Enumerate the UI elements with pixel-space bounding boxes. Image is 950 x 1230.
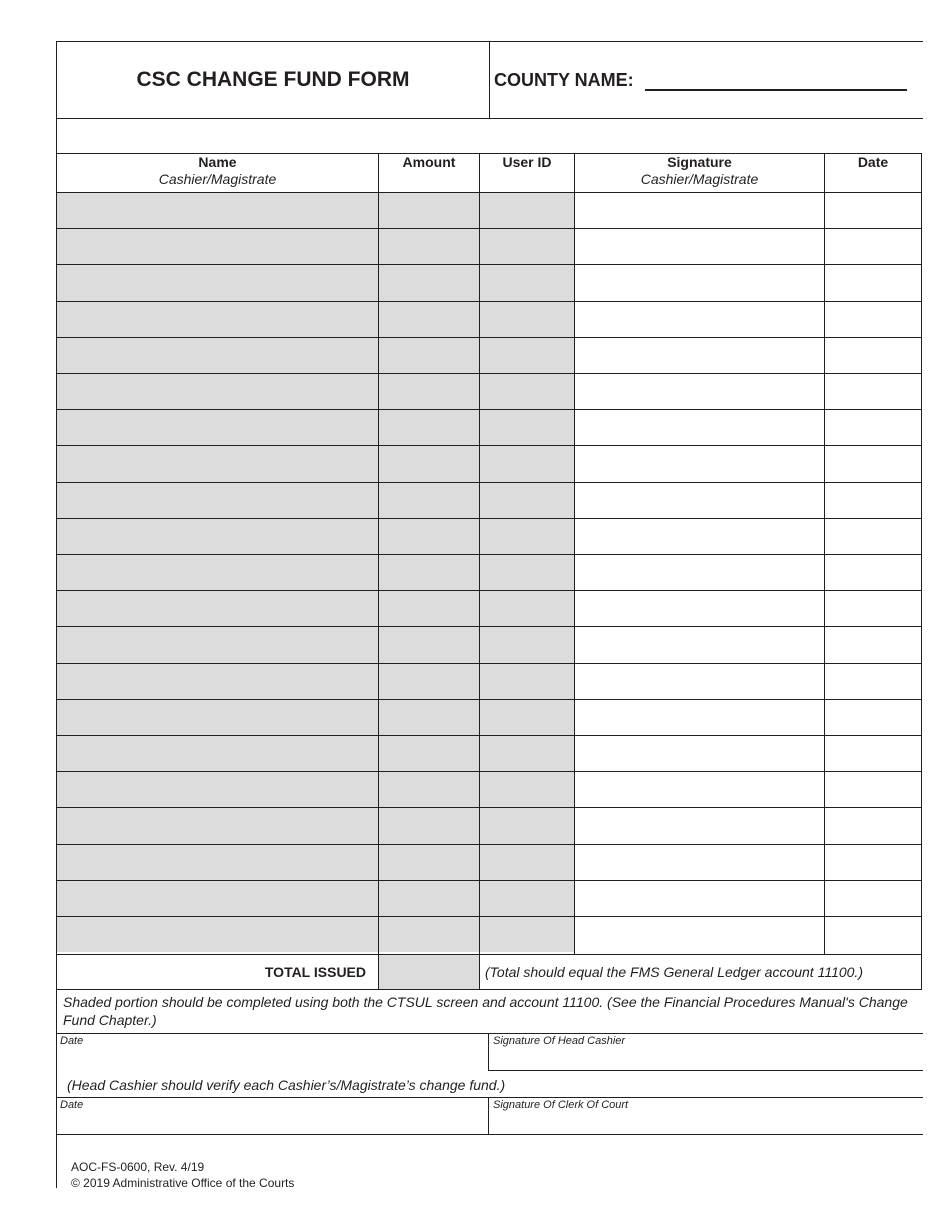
row-14-user-id-field[interactable] bbox=[480, 664, 574, 699]
row-21-user-id-field[interactable] bbox=[480, 917, 574, 952]
date-label-2: Date bbox=[60, 1099, 84, 1111]
row-19-date-field[interactable] bbox=[825, 845, 921, 880]
row-2-amount-field[interactable] bbox=[379, 229, 479, 264]
clerk-signature-label: Signature Of Clerk Of Court bbox=[493, 1099, 629, 1111]
row-8-date-field[interactable] bbox=[825, 446, 921, 482]
row-4-date-field[interactable] bbox=[825, 302, 921, 337]
row-15-name-field[interactable] bbox=[57, 700, 378, 735]
row-9-name-field[interactable] bbox=[57, 483, 378, 518]
verify-note: (Head Cashier should verify each Cashier’s/Magistrate’s change fund.) bbox=[67, 1077, 506, 1093]
row-14-date-field[interactable] bbox=[825, 664, 921, 699]
row-19-name-field[interactable] bbox=[57, 845, 378, 880]
row-6-amount-field[interactable] bbox=[379, 374, 479, 409]
row-11-date-field[interactable] bbox=[825, 555, 921, 590]
row-10-amount-field[interactable] bbox=[379, 519, 479, 554]
row-4-amount-field[interactable] bbox=[379, 302, 479, 337]
row-7-date-field[interactable] bbox=[825, 410, 921, 445]
row-13-signature-field[interactable] bbox=[575, 627, 824, 663]
row-3-name-field[interactable] bbox=[57, 265, 378, 301]
head-cashier-signature-field[interactable] bbox=[490, 1048, 922, 1070]
row-8-signature-field[interactable] bbox=[575, 446, 824, 482]
column-header-user-id: User ID bbox=[502, 154, 552, 170]
row-9-signature-field[interactable] bbox=[575, 483, 824, 518]
row-4-user-id-field[interactable] bbox=[480, 302, 574, 337]
row-13-date-field[interactable] bbox=[825, 627, 921, 663]
row-17-name-field[interactable] bbox=[57, 772, 378, 807]
clerk-signature-field[interactable] bbox=[490, 1112, 922, 1134]
row-15-signature-field[interactable] bbox=[575, 700, 824, 735]
row-20-signature-field[interactable] bbox=[575, 881, 824, 916]
row-18-signature-field[interactable] bbox=[575, 808, 824, 844]
column-header-amount: Amount bbox=[402, 154, 456, 170]
row-4-name-field[interactable] bbox=[57, 302, 378, 337]
row-14-signature-field[interactable] bbox=[575, 664, 824, 699]
row-2-name-field[interactable] bbox=[57, 229, 378, 264]
form-title: CSC CHANGE FUND FORM bbox=[136, 68, 410, 91]
row-8-amount-field[interactable] bbox=[379, 446, 479, 482]
row-7-signature-field[interactable] bbox=[575, 410, 824, 445]
row-21-signature-field[interactable] bbox=[575, 917, 824, 952]
county-name-label: COUNTY NAME: bbox=[494, 70, 634, 90]
row-6-name-field[interactable] bbox=[57, 374, 378, 409]
form-code: AOC-FS-0600, Rev. 4/19 bbox=[71, 1160, 205, 1174]
row-20-name-field[interactable] bbox=[57, 881, 378, 916]
row-19-amount-field[interactable] bbox=[379, 845, 479, 880]
row-11-signature-field[interactable] bbox=[575, 555, 824, 590]
total-issued-label: TOTAL ISSUED bbox=[264, 964, 366, 980]
row-20-amount-field[interactable] bbox=[379, 881, 479, 916]
row-18-name-field[interactable] bbox=[57, 808, 378, 844]
row-3-amount-field[interactable] bbox=[379, 265, 479, 301]
row-20-user-id-field[interactable] bbox=[480, 881, 574, 916]
row-14-amount-field[interactable] bbox=[379, 664, 479, 699]
row-9-amount-field[interactable] bbox=[379, 483, 479, 518]
column-header-date: Date bbox=[857, 154, 889, 170]
row-12-amount-field[interactable] bbox=[379, 591, 479, 626]
row-16-signature-field[interactable] bbox=[575, 736, 824, 771]
row-13-name-field[interactable] bbox=[57, 627, 378, 663]
shaded-portion-note: Shaded portion should be completed using both the CTSUL screen and account 11100. (See the Financial Procedures Manual's Change Fund Chapter.) bbox=[63, 994, 908, 1028]
row-13-user-id-field[interactable] bbox=[480, 627, 574, 663]
row-1-signature-field[interactable] bbox=[575, 193, 824, 228]
row-10-date-field[interactable] bbox=[825, 519, 921, 554]
row-1-user-id-field[interactable] bbox=[480, 193, 574, 228]
row-8-name-field[interactable] bbox=[57, 446, 378, 482]
row-21-amount-field[interactable] bbox=[379, 917, 479, 952]
row-17-user-id-field[interactable] bbox=[480, 772, 574, 807]
row-13-amount-field[interactable] bbox=[379, 627, 479, 663]
row-19-signature-field[interactable] bbox=[575, 845, 824, 880]
row-4-signature-field[interactable] bbox=[575, 302, 824, 337]
row-19-user-id-field[interactable] bbox=[480, 845, 574, 880]
row-21-name-field[interactable] bbox=[57, 917, 378, 952]
row-5-name-field[interactable] bbox=[57, 338, 378, 373]
row-12-name-field[interactable] bbox=[57, 591, 378, 626]
row-7-amount-field[interactable] bbox=[379, 410, 479, 445]
row-7-name-field[interactable] bbox=[57, 410, 378, 445]
row-9-date-field[interactable] bbox=[825, 483, 921, 518]
head-cashier-signature-label: Signature Of Head Cashier bbox=[493, 1035, 626, 1047]
total-issued-amount-field[interactable] bbox=[379, 955, 479, 989]
row-17-signature-field[interactable] bbox=[575, 772, 824, 807]
row-11-amount-field[interactable] bbox=[379, 555, 479, 590]
date-field-1[interactable] bbox=[57, 1048, 487, 1070]
date-field-2[interactable] bbox=[57, 1112, 487, 1134]
row-15-date-field[interactable] bbox=[825, 700, 921, 735]
row-3-signature-field[interactable] bbox=[575, 265, 824, 301]
row-15-amount-field[interactable] bbox=[379, 700, 479, 735]
row-11-name-field[interactable] bbox=[57, 555, 378, 590]
row-7-user-id-field[interactable] bbox=[480, 410, 574, 445]
row-12-user-id-field[interactable] bbox=[480, 591, 574, 626]
row-12-date-field[interactable] bbox=[825, 591, 921, 626]
total-note: (Total should equal the FMS General Ledger account 11100.) bbox=[485, 964, 863, 980]
row-1-name-field[interactable] bbox=[57, 193, 378, 228]
row-2-user-id-field[interactable] bbox=[480, 229, 574, 264]
row-11-user-id-field[interactable] bbox=[480, 555, 574, 590]
row-18-user-id-field[interactable] bbox=[480, 808, 574, 844]
row-9-user-id-field[interactable] bbox=[480, 483, 574, 518]
row-2-date-field[interactable] bbox=[825, 229, 921, 264]
row-6-user-id-field[interactable] bbox=[480, 374, 574, 409]
row-12-signature-field[interactable] bbox=[575, 591, 824, 626]
row-6-signature-field[interactable] bbox=[575, 374, 824, 409]
row-5-user-id-field[interactable] bbox=[480, 338, 574, 373]
row-18-date-field[interactable] bbox=[825, 808, 921, 844]
row-16-amount-field[interactable] bbox=[379, 736, 479, 771]
row-21-date-field[interactable] bbox=[825, 917, 921, 952]
county-name-field[interactable] bbox=[645, 89, 907, 91]
row-16-user-id-field[interactable] bbox=[480, 736, 574, 771]
row-15-user-id-field[interactable] bbox=[480, 700, 574, 735]
column-header-signature: Signature Cashier/Magistrate bbox=[640, 154, 759, 187]
row-5-signature-field[interactable] bbox=[575, 338, 824, 373]
row-2-signature-field[interactable] bbox=[575, 229, 824, 264]
row-18-amount-field[interactable] bbox=[379, 808, 479, 844]
row-3-user-id-field[interactable] bbox=[480, 265, 574, 301]
row-3-date-field[interactable] bbox=[825, 265, 921, 301]
date-label-1: Date bbox=[60, 1035, 84, 1047]
column-header-name: Name Cashier/Magistrate bbox=[158, 154, 277, 187]
row-6-date-field[interactable] bbox=[825, 374, 921, 409]
row-8-user-id-field[interactable] bbox=[480, 446, 574, 482]
row-10-user-id-field[interactable] bbox=[480, 519, 574, 554]
copyright: © 2019 Administrative Office of the Courts bbox=[71, 1176, 295, 1190]
row-16-date-field[interactable] bbox=[825, 736, 921, 771]
row-1-date-field[interactable] bbox=[825, 193, 921, 228]
row-17-amount-field[interactable] bbox=[379, 772, 479, 807]
row-10-name-field[interactable] bbox=[57, 519, 378, 554]
row-1-amount-field[interactable] bbox=[379, 193, 479, 228]
row-17-date-field[interactable] bbox=[825, 772, 921, 807]
row-5-date-field[interactable] bbox=[825, 338, 921, 373]
row-10-signature-field[interactable] bbox=[575, 519, 824, 554]
row-14-name-field[interactable] bbox=[57, 664, 378, 699]
row-5-amount-field[interactable] bbox=[379, 338, 479, 373]
row-16-name-field[interactable] bbox=[57, 736, 378, 771]
row-20-date-field[interactable] bbox=[825, 881, 921, 916]
